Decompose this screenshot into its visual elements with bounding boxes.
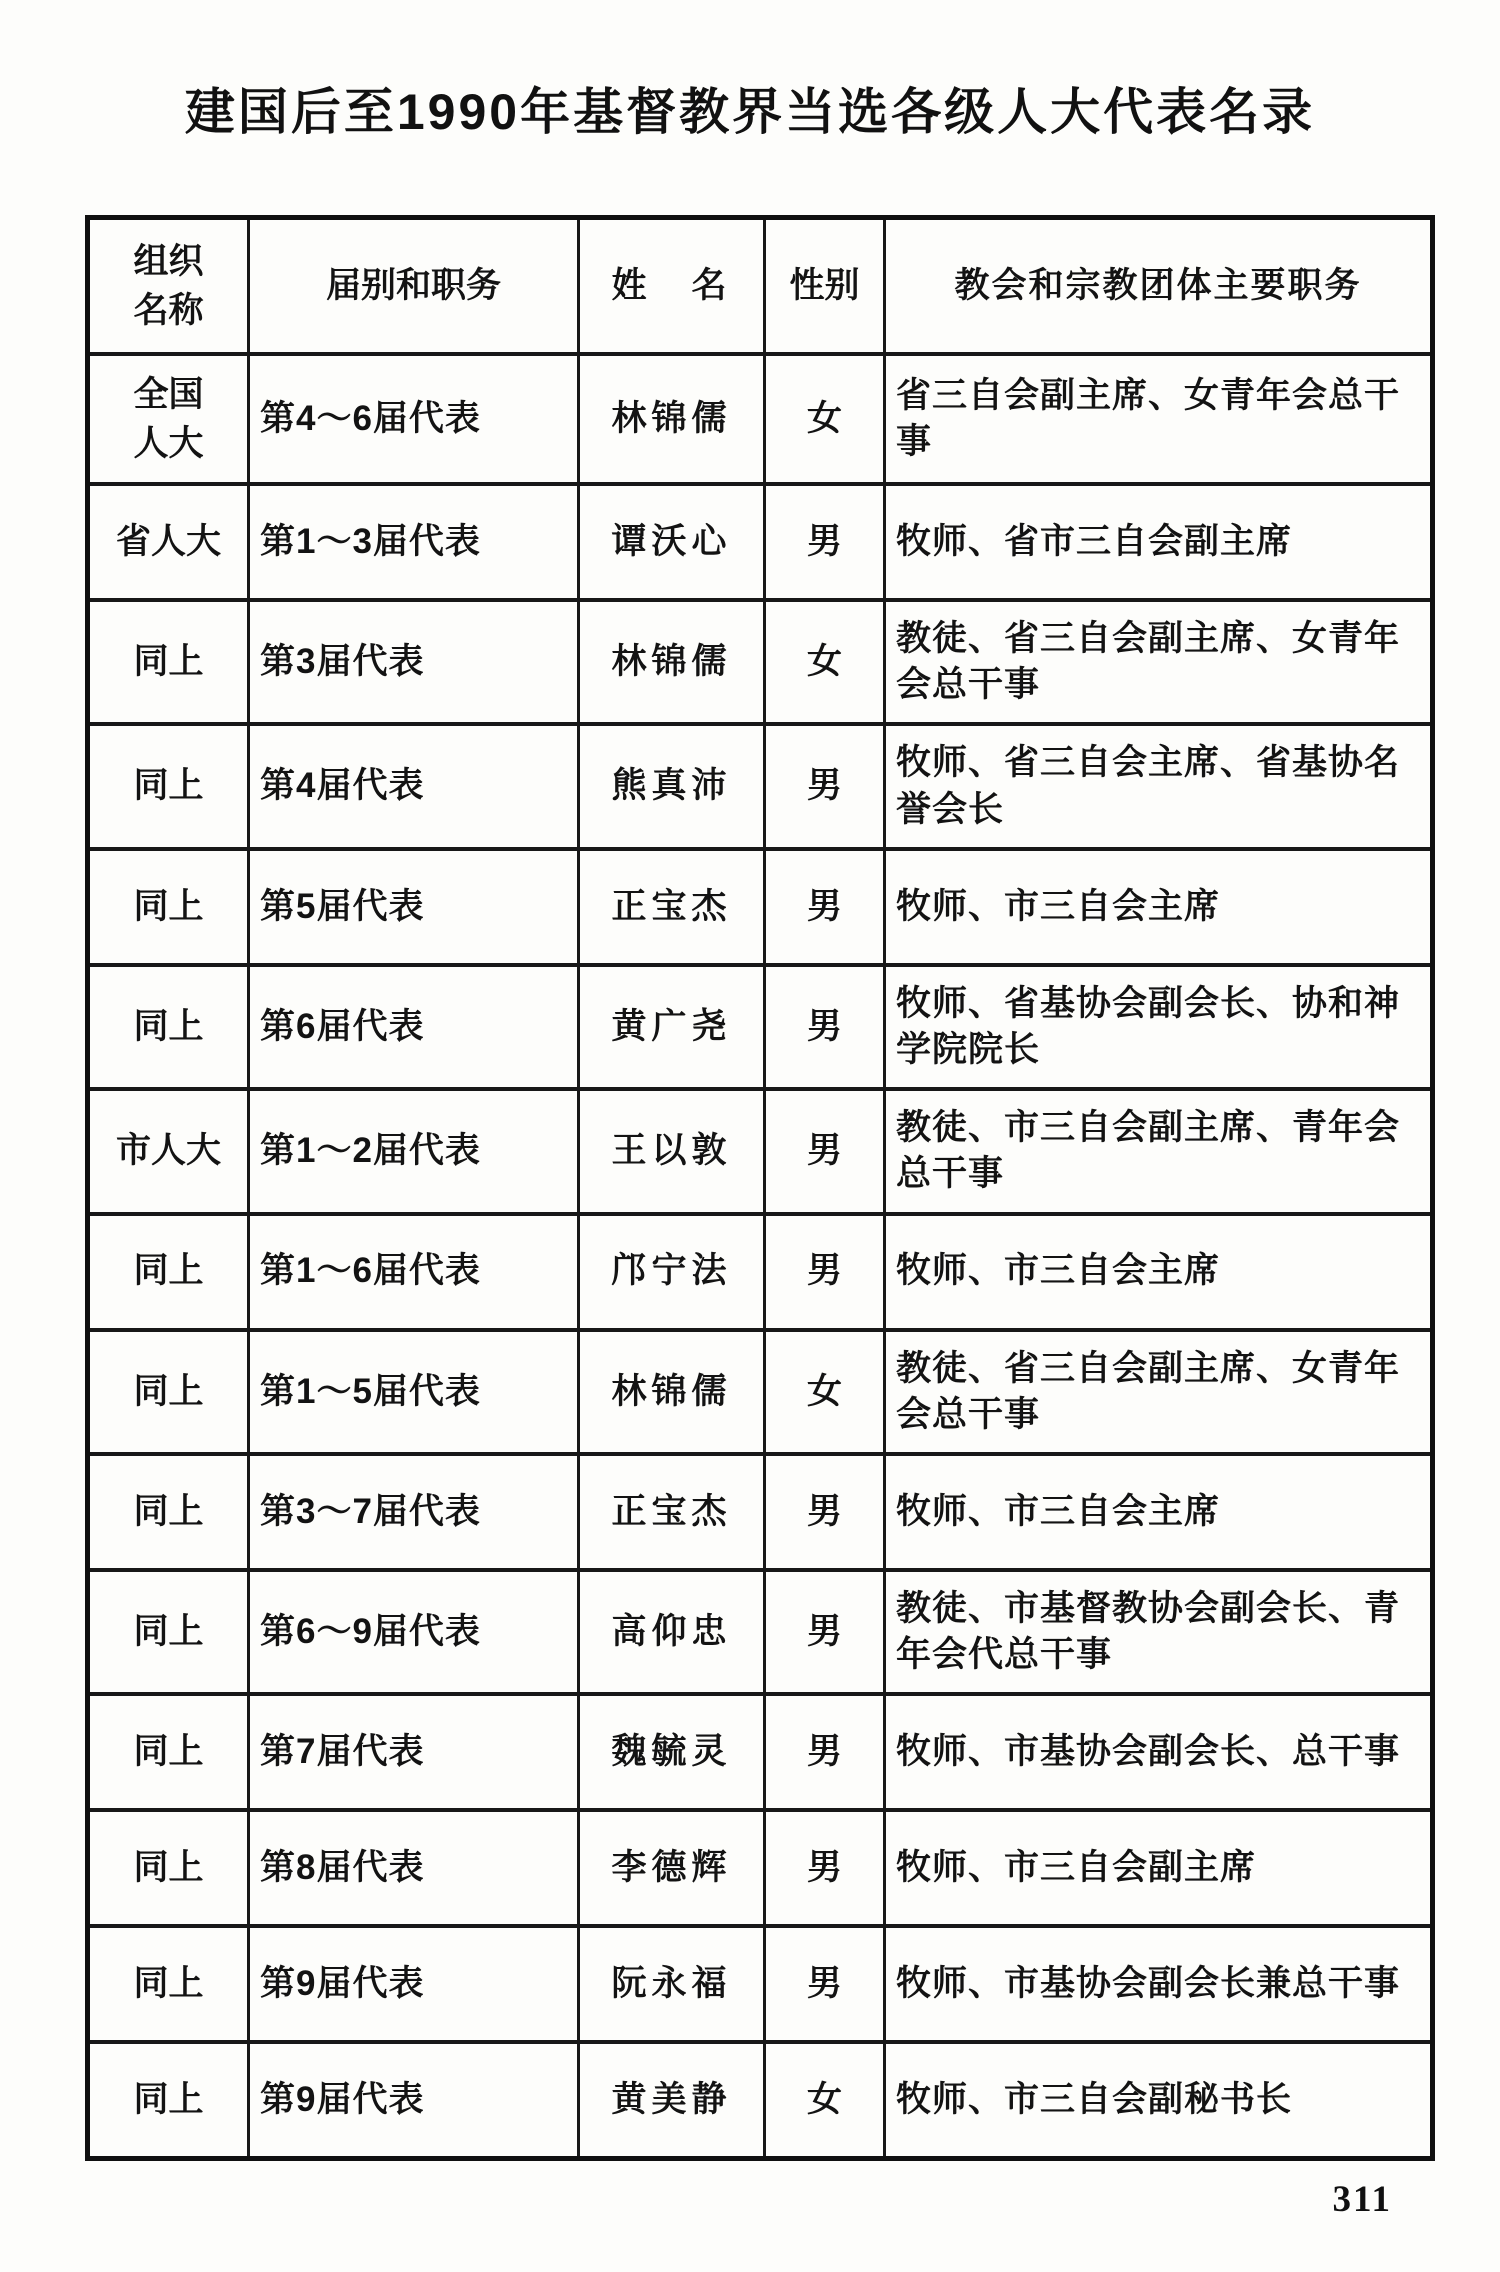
table-row [88,1810,1433,1926]
org-cell-text: 同上 [133,2080,204,2120]
cell-organization [88,1089,249,1213]
org-cell-text: 同上 [133,642,204,682]
table-row [88,1694,1433,1810]
cell-church-duty: 牧师、市三自会主席 [885,1214,1433,1330]
cell-name: 魏毓灵 [579,1694,765,1810]
header-term-position: 届别和职务 [249,218,579,355]
table-row [88,1089,1433,1213]
cell-church-duty: 教徒、省三自会副主席、女青年会总干事 [885,1330,1433,1454]
table-row [88,2042,1433,2159]
cell-term-position: 第3～7届代表 [249,1454,579,1570]
table-row [88,724,1433,848]
cell-church-duty: 牧师、市三自会副主席 [885,1810,1433,1926]
page-number: 311 [1332,2179,1392,2220]
cell-name: 高仰忠 [579,1570,765,1694]
cell-church-duty: 牧师、市基协会副会长、总干事 [885,1694,1433,1810]
cell-gender: 男 [765,1810,885,1926]
cell-organization [88,354,249,484]
cell-organization [88,1570,249,1694]
cell-name: 谭沃心 [579,484,765,600]
cell-name: 林锦儒 [579,600,765,724]
cell-organization [88,724,249,848]
cell-church-duty: 牧师、市三自会主席 [885,849,1433,965]
cell-term-position: 第6届代表 [249,965,579,1089]
org-cell-text: 全国人大 [133,375,204,463]
cell-term-position: 第1～6届代表 [249,1214,579,1330]
cell-term-position: 第1～5届代表 [249,1330,579,1454]
cell-organization [88,849,249,965]
table-row [88,600,1433,724]
cell-gender: 男 [765,724,885,848]
cell-name: 林锦儒 [579,1330,765,1454]
org-cell-text: 同上 [133,1006,204,1046]
cell-name: 阮永福 [579,1926,765,2042]
cell-term-position: 第8届代表 [249,1810,579,1926]
table-row [88,965,1433,1089]
org-cell-text: 同上 [133,1732,204,1772]
cell-name: 林锦儒 [579,354,765,484]
cell-term-position: 第9届代表 [249,1926,579,2042]
cell-church-duty: 牧师、省基协会副会长、协和神学院院长 [885,965,1433,1089]
org-cell-text: 同上 [133,1964,204,2004]
representatives-table [85,215,1435,2161]
cell-gender: 男 [765,1570,885,1694]
table-row [88,1330,1433,1454]
org-cell-text: 同上 [133,1251,204,1291]
header-organization-label: 组织名称 [133,242,204,330]
cell-organization [88,484,249,600]
cell-church-duty: 教徒、市基督教协会副会长、青年会代总干事 [885,1570,1433,1694]
header-name: 姓 名 [579,218,765,355]
cell-name: 王以敦 [579,1089,765,1213]
table-header-row [88,218,1433,355]
cell-name: 李德辉 [579,1810,765,1926]
cell-gender: 女 [765,2042,885,2159]
cell-gender: 男 [765,849,885,965]
cell-church-duty: 教徒、市三自会副主席、青年会总干事 [885,1089,1433,1213]
cell-term-position: 第4～6届代表 [249,354,579,484]
header-organization [88,218,249,355]
table-row [88,1570,1433,1694]
org-cell-text: 同上 [133,766,204,806]
table-row [88,354,1433,484]
cell-organization [88,965,249,1089]
cell-gender: 男 [765,484,885,600]
cell-organization [88,1810,249,1926]
table-row [88,1214,1433,1330]
cell-church-duty: 牧师、市三自会主席 [885,1454,1433,1570]
page-title: 建国后至1990年基督教界当选各级人大代表名录 [184,84,1316,140]
cell-term-position: 第1～2届代表 [249,1089,579,1213]
org-cell-text: 同上 [133,1611,204,1651]
org-cell-text: 同上 [133,886,204,926]
cell-term-position: 第5届代表 [249,849,579,965]
header-church-duty: 教会和宗教团体主要职务 [885,218,1433,355]
org-cell-text: 同上 [133,1848,204,1888]
cell-name: 正宝杰 [579,1454,765,1570]
cell-church-duty: 牧师、省三自会主席、省基协名誉会长 [885,724,1433,848]
org-cell-text: 市人大 [115,1131,221,1171]
cell-name: 黄美静 [579,2042,765,2159]
cell-church-duty: 教徒、省三自会副主席、女青年会总干事 [885,600,1433,724]
cell-name: 正宝杰 [579,849,765,965]
cell-term-position: 第9届代表 [249,2042,579,2159]
table-row [88,1926,1433,2042]
cell-organization [88,1926,249,2042]
cell-name: 熊真沛 [579,724,765,848]
cell-term-position: 第3届代表 [249,600,579,724]
org-cell-text: 同上 [133,1371,204,1411]
cell-church-duty: 牧师、市基协会副会长兼总干事 [885,1926,1433,2042]
cell-gender: 女 [765,354,885,484]
cell-organization [88,1214,249,1330]
table-row [88,1454,1433,1570]
cell-gender: 女 [765,600,885,724]
cell-term-position: 第1～3届代表 [249,484,579,600]
cell-organization [88,1330,249,1454]
cell-organization [88,1454,249,1570]
cell-gender: 男 [765,965,885,1089]
cell-gender: 男 [765,1454,885,1570]
table-row [88,849,1433,965]
cell-gender: 男 [765,1926,885,2042]
cell-gender: 男 [765,1089,885,1213]
cell-name: 黄广尧 [579,965,765,1089]
cell-organization [88,2042,249,2159]
cell-church-duty: 牧师、省市三自会副主席 [885,484,1433,600]
cell-term-position: 第4届代表 [249,724,579,848]
cell-gender: 男 [765,1214,885,1330]
cell-church-duty: 省三自会副主席、女青年会总干事 [885,354,1433,484]
cell-organization [88,600,249,724]
table-row [88,484,1433,600]
cell-term-position: 第7届代表 [249,1694,579,1810]
cell-gender: 女 [765,1330,885,1454]
cell-name: 邝宁法 [579,1214,765,1330]
cell-gender: 男 [765,1694,885,1810]
header-gender: 性别 [765,218,885,355]
cell-church-duty: 牧师、市三自会副秘书长 [885,2042,1433,2159]
org-cell-text: 省人大 [115,521,221,561]
org-cell-text: 同上 [133,1491,204,1531]
cell-term-position: 第6～9届代表 [249,1570,579,1694]
cell-organization [88,1694,249,1810]
